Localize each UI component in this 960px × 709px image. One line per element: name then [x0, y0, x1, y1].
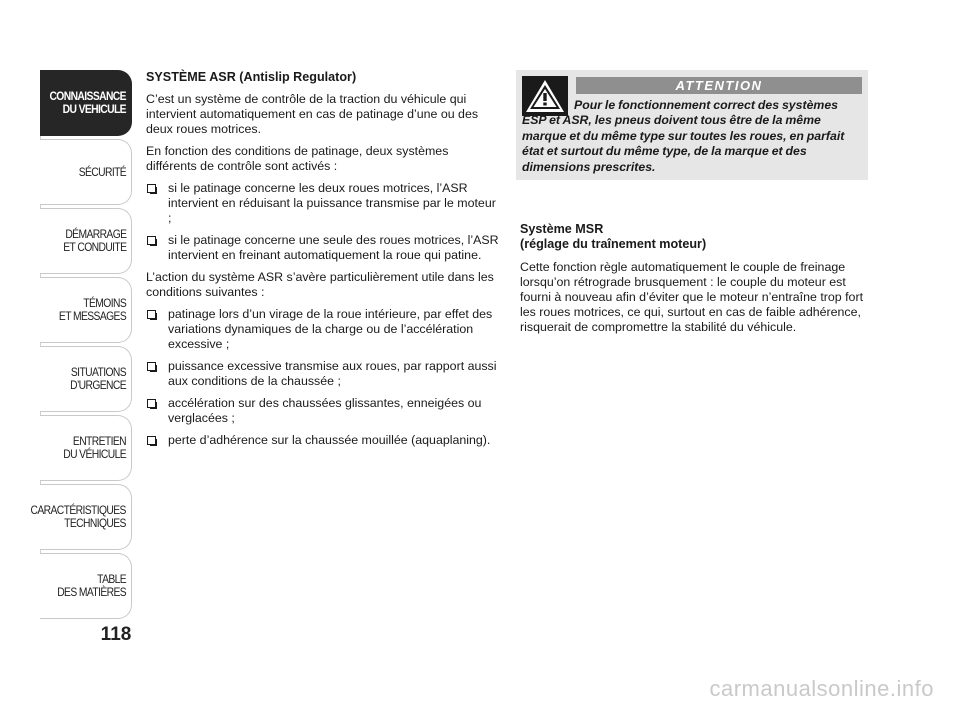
tab-securite[interactable]: SÉCURITÉ: [40, 139, 132, 205]
list-item: puissance excessive transmise aux roues, par rapport aussi aux conditions de la chaussée ;: [146, 359, 502, 389]
checkbox-bullet-icon: [147, 236, 156, 245]
list-item: perte d’adhérence sur la chaussée mouillée (aquaplaning).: [146, 433, 502, 448]
tab-situations-d-urgence[interactable]: SITUATIONS D’URGENCE: [40, 346, 132, 412]
attention-text: Pour le fonctionnement correct des systèmes ESP et ASR, les pneus doivent tous être de la même marque et du même type sur toutes les roues, en parfait état et surtout du même type, de la marque et des dimensions prescrites.: [522, 98, 845, 174]
list-item: si le patinage concerne une seule des roues motrices, l’ASR intervient en freinant automatiquement la roue qui patine.: [146, 233, 502, 263]
watermark: carmanualsonline.info: [709, 676, 934, 701]
tab-caracteristiques-techniques[interactable]: CARACTÉRISTIQUES TECHNIQUES: [40, 484, 132, 550]
tab-table-des-matieres[interactable]: TABLE DES MATIÈRES: [40, 553, 132, 619]
msr-section: [520, 222, 866, 342]
list-item: accélération sur des chaussées glissantes, enneigées ou verglacées ;: [146, 396, 502, 426]
attention-box: [516, 70, 868, 180]
msr-body: Cette fonction règle automatiquement le couple de freinage lorsqu’on rétrograde brusquement : le couple du moteur est fourni à nouveau afin d’éviter que le moteur n’entraîne trop fort les roues motrices, ce qui, surtout en cas de faible adhérence, risquerait de compromettre la stabilité du véhicule.: [520, 260, 864, 334]
msr-heading: [520, 222, 866, 252]
asr-conditions-intro: En fonction des conditions de patinage, deux systèmes différents de contrôle sont activés :: [146, 144, 449, 173]
checkbox-bullet-icon: [147, 310, 156, 319]
asr-section: [146, 70, 502, 455]
tab-demarrage-et-conduite[interactable]: DÉMARRAGE ET CONDUITE: [40, 208, 132, 274]
msr-heading-line2: (réglage du traînement moteur): [520, 237, 707, 251]
asr-usage-intro: L’action du système ASR s’avère particulièrement utile dans les conditions suivantes :: [146, 270, 494, 299]
msr-heading-line1: Système MSR: [520, 222, 604, 236]
checkbox-bullet-icon: [147, 184, 156, 193]
checkbox-bullet-icon: [147, 399, 156, 408]
tab-temoins-et-messages[interactable]: TÉMOINS ET MESSAGES: [40, 277, 132, 343]
attention-title: ATTENTION: [576, 77, 862, 94]
tab-connaissance-du-vehicule[interactable]: CONNAISSANCE DU VEHICULE: [40, 70, 132, 136]
checkbox-bullet-icon: [147, 362, 156, 371]
asr-heading: SYSTÈME ASR (Antislip Regulator): [146, 70, 357, 84]
page-number: 118: [100, 624, 132, 645]
tab-entretien-du-vehicule[interactable]: ENTRETIEN DU VÉHICULE: [40, 415, 132, 481]
list-item: patinage lors d’un virage de la roue intérieure, par effet des variations dynamiques de la charge ou de l’accélération excessive ;: [146, 307, 502, 352]
list-item: si le patinage concerne les deux roues motrices, l’ASR intervient en réduisant la puissance transmise par le moteur ;: [146, 181, 502, 226]
checkbox-bullet-icon: [147, 436, 156, 445]
asr-intro: C’est un système de contrôle de la traction du véhicule qui intervient automatiquement en cas de patinage d’une ou des deux roues motrices.: [146, 92, 479, 136]
